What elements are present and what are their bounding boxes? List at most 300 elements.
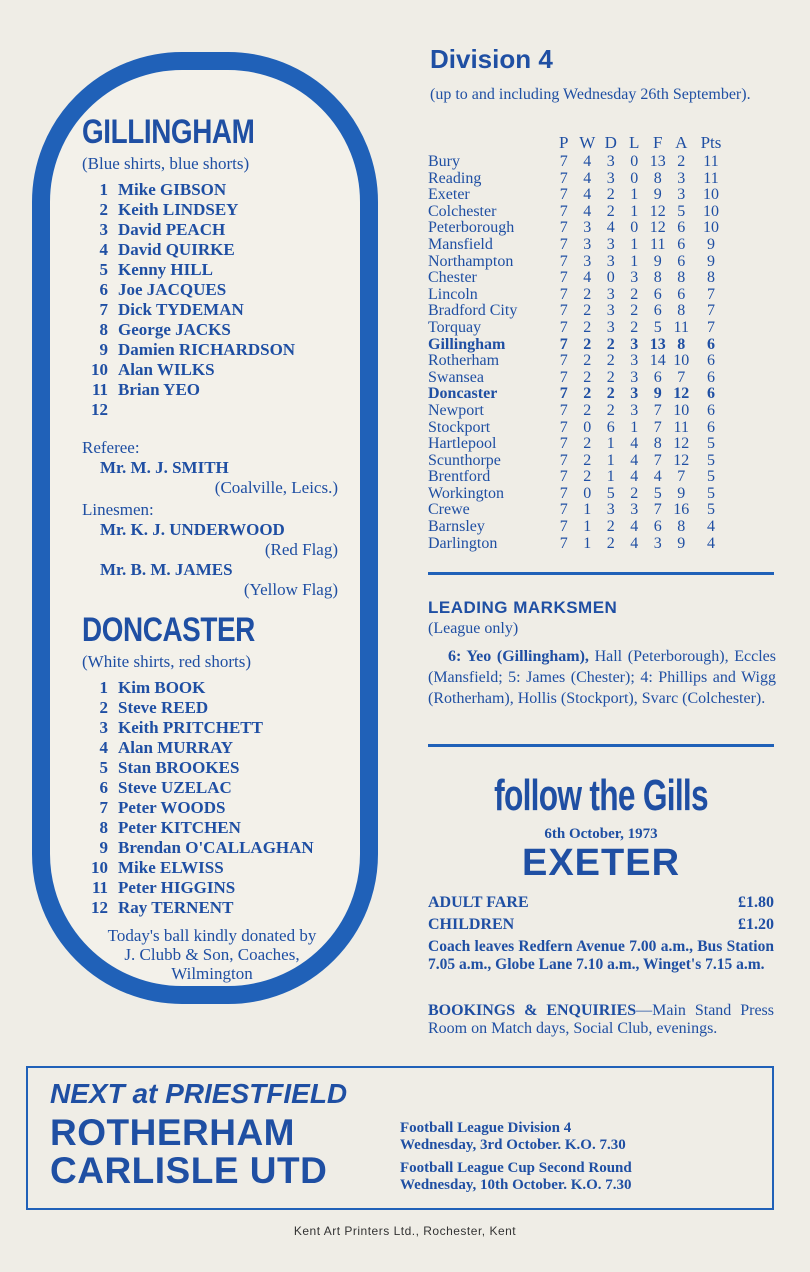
stat-cell: 11 [650, 235, 666, 253]
stat-cell: 2 [583, 352, 592, 370]
linesman-2-flag: (Yellow Flag) [243, 580, 338, 599]
stat-cell: 12 [673, 451, 690, 469]
player-row [82, 698, 342, 718]
stat-cell: 5 [606, 484, 615, 502]
stat-cell: 3 [583, 252, 592, 270]
stat-cell: 3 [606, 252, 615, 270]
stat-cell: 2 [583, 318, 592, 336]
stat-cell: 6 [653, 302, 662, 320]
player-row [82, 878, 342, 898]
child-fare-label: CHILDREN [428, 916, 515, 933]
column-header: A [675, 133, 688, 152]
marksmen-others: Hall (Peterborough), Eccles (Mansfield; 5: James (Chester); 4: Phillips and Wigg (Rotherham), Hollis (Stockport), Svarc (Colchester). [428, 648, 777, 707]
stat-cell: 3 [677, 169, 686, 187]
fixture-1-competition: Football League Division 4 [400, 1120, 572, 1136]
stat-cell: 7 [559, 186, 568, 204]
stat-cell: 10 [673, 352, 690, 370]
team-name: Chester [428, 269, 477, 287]
team-sheet [82, 112, 342, 983]
table-row [428, 303, 729, 320]
team-name: Hartlepool [428, 435, 497, 453]
table-row [428, 486, 729, 503]
player-row [82, 380, 342, 400]
player-row [82, 360, 342, 380]
player-row [82, 180, 342, 200]
stat-cell: 16 [673, 501, 690, 519]
stat-cell: 7 [559, 401, 568, 419]
stat-cell: 4 [653, 468, 662, 486]
stat-cell: 3 [606, 285, 615, 303]
stat-cell: 4 [583, 269, 592, 287]
column-header: W [579, 133, 596, 152]
table-row [428, 353, 729, 370]
stat-cell: 9 [707, 235, 715, 253]
table-row [428, 386, 729, 403]
fixture-1-date: Wednesday, 3rd October. K.O. 7.30 [400, 1137, 626, 1153]
table-row [428, 519, 729, 536]
stat-cell: 2 [606, 186, 615, 204]
stat-cell: 2 [583, 468, 592, 486]
doncaster-title: DONCASTER [82, 611, 255, 649]
adult-fare [428, 894, 774, 912]
doncaster-players [82, 678, 342, 918]
player-row [82, 718, 342, 738]
stat-cell: 2 [606, 401, 615, 419]
adult-fare-label: ADULT FARE [428, 894, 529, 911]
team-name: Workington [428, 484, 505, 502]
linesman-1-flag: (Red Flag) [264, 540, 338, 559]
team-name: Doncaster [428, 385, 498, 403]
player-row [82, 340, 342, 360]
stat-cell: 7 [559, 501, 568, 519]
stat-cell: 4 [583, 202, 592, 220]
stat-cell: 5 [707, 501, 715, 519]
gillingham-players [82, 180, 342, 420]
bookings-details: —Main Stand Press Room on Match days, Social Club, evenings. [428, 1002, 775, 1037]
player-name: Peter WOODS [118, 798, 226, 817]
team-name: Swansea [428, 368, 484, 386]
child-fare [428, 916, 774, 934]
stat-cell: 7 [559, 368, 568, 386]
stat-cell: 7 [559, 418, 568, 436]
stat-cell: 11 [703, 153, 719, 170]
player-name: Keith LINDSEY [118, 200, 239, 219]
table-row [428, 154, 729, 171]
player-name: Alan WILKS [118, 360, 215, 379]
shirt-number: 12 [91, 898, 108, 917]
shirt-number: 9 [99, 838, 108, 857]
stat-cell: 3 [583, 235, 592, 253]
stat-cell: 13 [649, 153, 666, 170]
player-name: Kenny HILL [118, 260, 213, 279]
shirt-number: 4 [99, 738, 108, 757]
player-name: Mike GIBSON [118, 180, 227, 199]
donation-line-2: J. Clubb & Son, Coaches, [124, 945, 300, 964]
player-row [82, 300, 342, 320]
player-name: David PEACH [118, 220, 226, 239]
player-row [82, 200, 342, 220]
shirt-number: 7 [99, 300, 108, 319]
stat-cell: 6 [707, 418, 715, 436]
stat-cell: 3 [630, 352, 639, 370]
player-name: Mike ELWISS [118, 858, 224, 877]
league-table [428, 132, 729, 552]
coach-times: Coach leaves Redfern Avenue 7.00 a.m., Bus Station 7.05 a.m., Globe Lane 7.10 a.m., Winget's 7.15 a.m. [428, 938, 774, 973]
stat-cell: 7 [559, 451, 568, 469]
away-opponent: EXETER [521, 842, 681, 884]
stat-cell: 5 [707, 451, 715, 469]
stat-cell: 10 [703, 219, 719, 237]
printer-credit: Kent Art Printers Ltd., Rochester, Kent [293, 1224, 517, 1238]
shirt-number: 10 [91, 858, 108, 877]
stat-cell: 7 [653, 501, 662, 519]
division-note: (up to and including Wednesday 26th September). [430, 86, 751, 103]
player-row [82, 738, 342, 758]
stat-cell: 9 [653, 385, 662, 403]
stat-cell: 3 [630, 501, 639, 519]
stat-cell: 2 [583, 335, 592, 353]
player-row [82, 818, 342, 838]
ball-donation [82, 926, 342, 983]
stat-cell: 8 [653, 269, 662, 287]
shirt-number: 2 [99, 698, 108, 717]
next-at-priestfield-title: NEXT at PRIESTFIELD [50, 1078, 348, 1109]
table-row [428, 370, 729, 387]
team-name: Bury [428, 153, 460, 170]
team-name: Rotherham [428, 352, 500, 370]
linesmen-label: Linesmen: [82, 500, 154, 519]
stat-cell: 0 [630, 219, 639, 237]
stat-cell: 7 [559, 468, 568, 486]
team-name: Stockport [428, 418, 491, 436]
player-name: Peter KITCHEN [118, 818, 241, 837]
stat-cell: 5 [653, 318, 662, 336]
stat-cell: 3 [630, 385, 639, 403]
stat-cell: 3 [630, 269, 639, 287]
table-row [428, 187, 729, 204]
team-name: Exeter [428, 186, 470, 204]
stat-cell: 1 [630, 418, 639, 436]
away-trip-date: 6th October, 1973 [544, 826, 658, 842]
shirt-number: 4 [99, 240, 108, 259]
stat-cell: 6 [707, 385, 715, 403]
player-row [82, 778, 342, 798]
divider-rule [428, 572, 774, 575]
stat-cell: 12 [649, 219, 666, 237]
shirt-number: 9 [99, 340, 108, 359]
stat-cell: 5 [677, 202, 686, 220]
shirt-number: 8 [99, 818, 108, 837]
stat-cell: 6 [606, 418, 615, 436]
stat-cell: 7 [559, 252, 568, 270]
stat-cell: 9 [677, 534, 686, 552]
table-row [428, 403, 729, 420]
team-column-header [428, 132, 552, 154]
stat-cell: 7 [559, 335, 568, 353]
donation-line-1: Today's ball kindly donated by [107, 926, 317, 945]
stat-cell: 13 [649, 335, 666, 353]
stat-cell: 7 [707, 285, 715, 303]
stat-cell: 11 [673, 318, 689, 336]
stat-cell: 3 [653, 534, 662, 552]
stat-cell: 9 [677, 484, 686, 502]
stat-cell: 5 [707, 468, 715, 486]
shirt-number: 12 [91, 400, 108, 419]
player-name: Brendan O'CALLAGHAN [118, 838, 314, 857]
stat-cell: 0 [630, 153, 639, 170]
stat-cell: 7 [653, 418, 662, 436]
player-name: Keith PRITCHETT [118, 718, 263, 737]
team-name: Colchester [428, 202, 497, 220]
marksmen-subheading: (League only) [428, 620, 519, 637]
follow-the-gills-title: follow the Gills [494, 771, 708, 820]
stat-cell: 1 [583, 501, 592, 519]
stat-cell: 7 [559, 269, 568, 287]
team-name: Gillingham [428, 335, 506, 353]
stat-cell: 2 [630, 302, 639, 320]
player-row [82, 240, 342, 260]
stat-cell: 7 [559, 534, 568, 552]
stat-cell: 1 [583, 518, 592, 536]
shirt-number: 11 [91, 878, 108, 897]
gillingham-kit: (Blue shirts, blue shorts) [82, 154, 250, 173]
team-name: Peterborough [428, 219, 515, 237]
stat-cell: 2 [606, 202, 615, 220]
player-name: David QUIRKE [118, 240, 235, 259]
stat-cell: 12 [673, 385, 690, 403]
stat-cell: 7 [559, 153, 568, 170]
stat-cell: 3 [606, 169, 615, 187]
player-row [82, 260, 342, 280]
table-row [428, 287, 729, 304]
gillingham-title: GILLINGHAM [82, 113, 255, 151]
stat-cell: 2 [630, 318, 639, 336]
fixture-2 [400, 1160, 632, 1194]
stat-cell: 3 [606, 153, 615, 170]
stat-cell: 8 [707, 269, 715, 287]
child-fare-price: £1.20 [738, 916, 774, 933]
stat-cell: 2 [583, 302, 592, 320]
team-name: Mansfield [428, 235, 493, 253]
player-row [82, 280, 342, 300]
team-name: Crewe [428, 501, 470, 519]
stat-cell: 4 [630, 518, 639, 536]
table-row [428, 171, 729, 188]
team-name: Reading [428, 169, 482, 187]
stat-cell: 9 [653, 252, 662, 270]
table-row [428, 337, 729, 354]
stat-cell: 2 [583, 385, 592, 403]
stat-cell: 4 [606, 219, 615, 237]
marksmen-heading: LEADING MARKSMEN [428, 598, 618, 617]
stat-cell: 5 [653, 484, 662, 502]
table-row [428, 254, 729, 271]
stat-cell: 6 [677, 252, 686, 270]
column-header: L [629, 133, 640, 152]
table-row [428, 420, 729, 437]
stat-cell: 7 [559, 435, 568, 453]
stat-cell: 3 [583, 219, 592, 237]
column-header: P [559, 133, 569, 152]
stat-cell: 1 [630, 235, 639, 253]
stat-cell: 1 [606, 435, 615, 453]
stat-cell: 6 [653, 285, 662, 303]
team-name: Lincoln [428, 285, 478, 303]
fixture-2-date: Wednesday, 10th October. K.O. 7.30 [400, 1177, 632, 1193]
player-name: Steve REED [118, 698, 209, 717]
stat-cell: 2 [630, 285, 639, 303]
league-table-header [428, 132, 729, 154]
table-row [428, 237, 729, 254]
stat-cell: 3 [606, 501, 615, 519]
stat-cell: 4 [630, 435, 639, 453]
stat-cell: 6 [707, 401, 715, 419]
player-name: Stan BROOKES [118, 758, 240, 777]
player-row [82, 798, 342, 818]
stat-cell: 6 [653, 368, 662, 386]
stat-cell: 11 [703, 169, 719, 187]
table-row [428, 469, 729, 486]
stat-cell: 2 [583, 401, 592, 419]
stat-cell: 11 [673, 418, 689, 436]
shirt-number: 2 [99, 200, 108, 219]
fixture-1 [400, 1120, 626, 1154]
table-row [428, 220, 729, 237]
stat-cell: 1 [630, 186, 639, 204]
stat-cell: 6 [677, 219, 686, 237]
stat-cell: 2 [583, 435, 592, 453]
player-name: Alan MURRAY [118, 738, 234, 757]
stat-cell: 2 [606, 352, 615, 370]
referee-from: (Coalville, Leics.) [214, 478, 338, 497]
marksmen-text [428, 646, 776, 709]
column-header: F [653, 133, 663, 152]
stat-cell: 4 [630, 451, 639, 469]
referee-name: Mr. M. J. SMITH [100, 458, 229, 477]
stat-cell: 8 [677, 518, 686, 536]
stat-cell: 9 [653, 186, 662, 204]
stat-cell: 7 [653, 401, 662, 419]
stat-cell: 8 [677, 302, 686, 320]
stat-cell: 1 [630, 202, 639, 220]
team-name: Darlington [428, 534, 498, 552]
stat-cell: 3 [630, 335, 639, 353]
bookings-info [428, 1002, 774, 1038]
stat-cell: 6 [677, 285, 686, 303]
fixture-2-competition: Football League Cup Second Round [400, 1160, 632, 1176]
table-row [428, 320, 729, 337]
stat-cell: 7 [559, 285, 568, 303]
stat-cell: 0 [583, 484, 592, 502]
stat-cell: 3 [606, 235, 615, 253]
table-row [428, 270, 729, 287]
shirt-number: 5 [99, 758, 108, 777]
stat-cell: 2 [583, 451, 592, 469]
column-header: Pts [700, 133, 722, 152]
stat-cell: 0 [630, 169, 639, 187]
stat-cell: 4 [630, 534, 639, 552]
divider-rule [428, 744, 774, 747]
player-row [82, 320, 342, 340]
shirt-number: 1 [99, 678, 108, 697]
stat-cell: 12 [649, 202, 666, 220]
shirt-number: 11 [91, 380, 108, 399]
stat-cell: 1 [606, 468, 615, 486]
table-row [428, 502, 729, 519]
shirt-number: 1 [99, 180, 108, 199]
player-row [82, 858, 342, 878]
player-row [82, 678, 342, 698]
table-row [428, 453, 729, 470]
player-row [82, 758, 342, 778]
stat-cell: 2 [583, 368, 592, 386]
stat-cell: 3 [630, 401, 639, 419]
adult-fare-price: £1.80 [738, 894, 774, 911]
team-name: Brentford [428, 468, 491, 486]
stat-cell: 7 [707, 318, 715, 336]
player-name: Peter HIGGINS [118, 878, 236, 897]
team-name: Newport [428, 401, 484, 419]
player-row [82, 220, 342, 240]
linesman-2-name: Mr. B. M. JAMES [100, 560, 233, 579]
officials [82, 438, 342, 600]
stat-cell: 6 [677, 235, 686, 253]
shirt-number: 3 [99, 718, 108, 737]
stat-cell: 1 [606, 451, 615, 469]
stat-cell: 7 [559, 484, 568, 502]
stat-cell: 14 [649, 352, 666, 370]
stat-cell: 8 [653, 169, 662, 187]
stat-cell: 1 [630, 252, 639, 270]
stat-cell: 7 [559, 518, 568, 536]
stat-cell: 7 [653, 451, 662, 469]
stat-cell: 8 [677, 335, 686, 353]
stat-cell: 8 [677, 269, 686, 287]
stat-cell: 6 [707, 335, 715, 353]
shirt-number: 6 [99, 778, 108, 797]
next-team-2: CARLISLE UTD [50, 1150, 328, 1191]
player-name: Damien RICHARDSON [118, 340, 296, 359]
stat-cell: 4 [707, 518, 715, 536]
shirt-number: 3 [99, 220, 108, 239]
player-row [82, 898, 342, 918]
division-heading: Division 4 [430, 44, 553, 74]
team-name: Torquay [428, 318, 482, 336]
stat-cell: 3 [606, 302, 615, 320]
stat-cell: 7 [559, 352, 568, 370]
stat-cell: 0 [606, 269, 615, 287]
shirt-number: 7 [99, 798, 108, 817]
stat-cell: 6 [707, 352, 715, 370]
stat-cell: 1 [583, 534, 592, 552]
team-name: Bradford City [428, 302, 518, 320]
player-name: Ray TERNENT [118, 898, 234, 917]
stat-cell: 8 [653, 435, 662, 453]
shirt-number: 5 [99, 260, 108, 279]
team-name: Scunthorpe [428, 451, 501, 469]
stat-cell: 7 [559, 235, 568, 253]
donation-line-3: Wilmington [171, 964, 253, 983]
stat-cell: 7 [559, 318, 568, 336]
player-name: Steve UZELAC [118, 778, 232, 797]
player-name: George JACKS [118, 320, 231, 339]
stat-cell: 2 [583, 285, 592, 303]
stat-cell: 3 [606, 318, 615, 336]
player-name: Dick TYDEMAN [118, 300, 244, 319]
stat-cell: 6 [707, 368, 715, 386]
marksmen-leader: 6: Yeo (Gillingham), [448, 648, 589, 665]
stat-cell: 4 [583, 153, 592, 170]
